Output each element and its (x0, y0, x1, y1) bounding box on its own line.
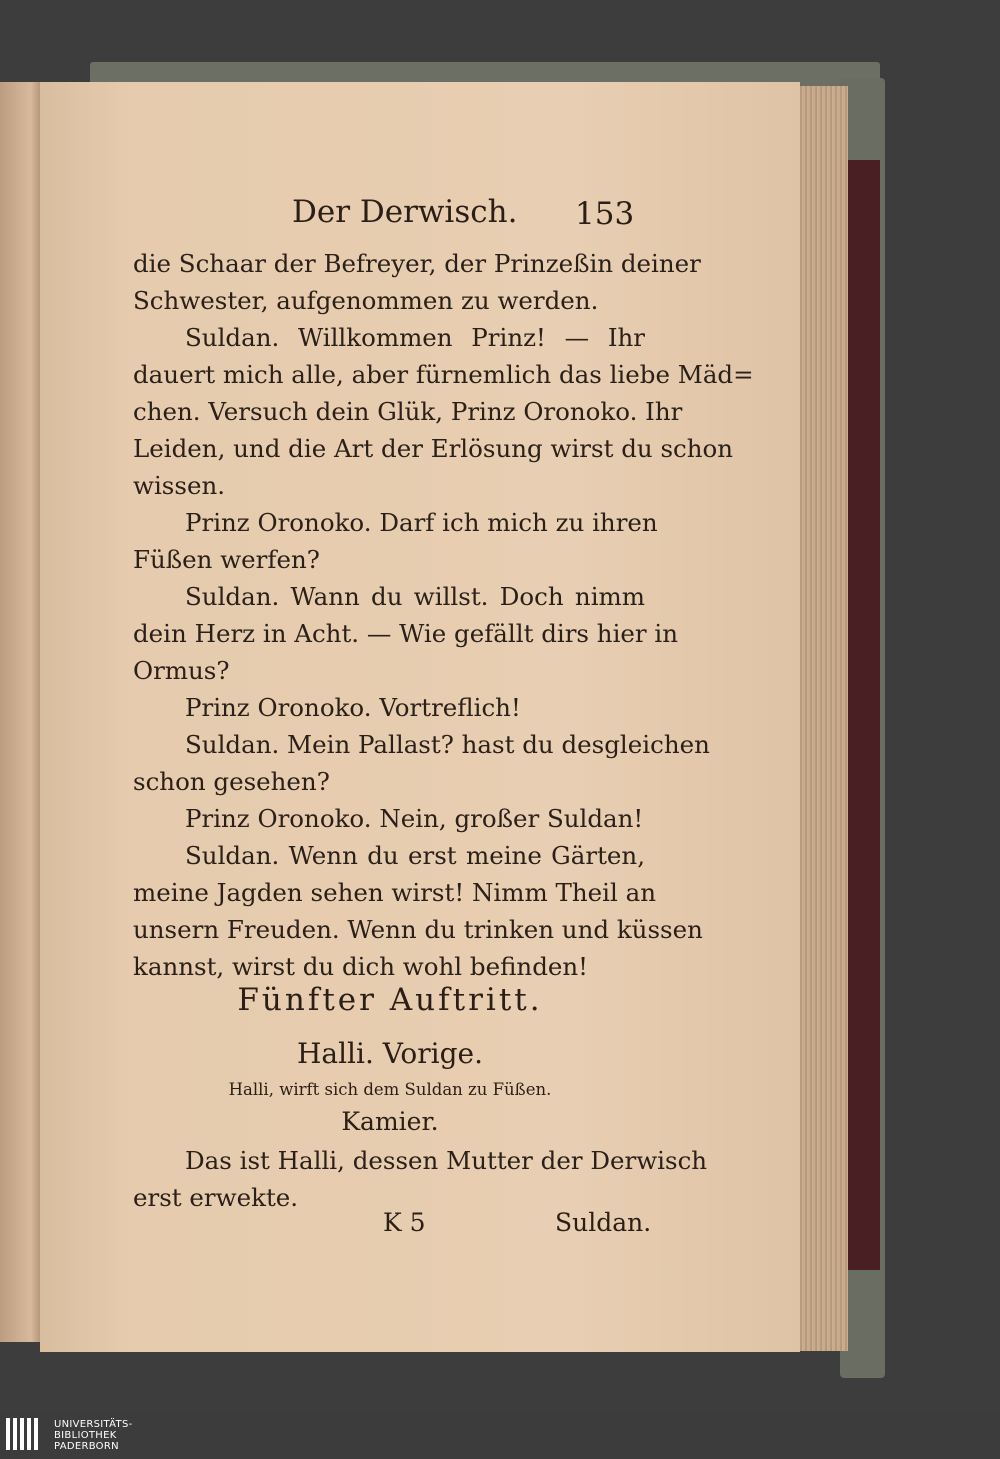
stage-direction: Halli, wirft sich dem Suldan zu Füßen. (228, 1080, 552, 1099)
text-line: schon gesehen? (133, 767, 330, 796)
text-line: Prinz Oronoko. Darf ich mich zu ihren (185, 508, 658, 537)
text-line: Prinz Oronoko. Vortreflich! (185, 693, 521, 722)
text-line: wissen. (133, 471, 226, 500)
text-line: Leiden, und die Art der Erlösung wirst du schon (133, 434, 734, 463)
library-logo-icon (6, 1418, 42, 1450)
scene-characters: Halli. Vorige. (296, 1037, 484, 1070)
text-line: dauert mich alle, aber fürnemlich das liebe Mäd= (133, 360, 754, 389)
body-text (133, 245, 754, 985)
signature-mark: K 5 (383, 1208, 426, 1237)
left-page-strip (0, 82, 44, 1342)
text-line: erst erwekte. (133, 1183, 299, 1212)
text-line: Füßen werfen? (133, 545, 320, 574)
book-cover-side (845, 160, 880, 1270)
scene-heading: Fünfter Auftritt. (237, 982, 543, 1018)
text-line: chen. Versuch dein Glük, Prinz Oronoko. Ihr (133, 397, 683, 426)
logo-line: BIBLIOTHEK (54, 1430, 117, 1441)
page-number: 153 (575, 196, 635, 232)
text-line: Suldan. Mein Pallast? hast du desgleichen (185, 730, 710, 759)
text-line: unsern Freuden. Wenn du trinken und küssen (133, 915, 703, 944)
running-header: Der Derwisch. (292, 194, 518, 230)
text-line: dein Herz in Acht. — Wie gefällt dirs hier in (133, 619, 679, 648)
text-line: Suldan. Wann du willst. Doch nimm (185, 582, 645, 611)
text-line: Schwester, aufgenommen zu werden. (133, 286, 599, 315)
text-line: Suldan. Wenn du erst meine Gärten, (185, 841, 645, 870)
text-line: die Schaar der Befreyer, der Prinzeßin deiner (133, 249, 701, 278)
logo-line: UNIVERSITÄTS- (54, 1419, 133, 1430)
closing-text (133, 1142, 708, 1216)
catchword: Suldan. (555, 1208, 652, 1237)
text-line: Ormus? (133, 656, 230, 685)
text-line: Prinz Oronoko. Nein, großer Suldan! (185, 804, 644, 833)
text-line: kannst, wirst du dich wohl befinden! (133, 952, 589, 981)
library-logo-text (54, 1419, 133, 1452)
speaker-name: Kamier. (341, 1107, 439, 1136)
text-line: Das ist Halli, dessen Mutter der Derwisch (185, 1146, 708, 1175)
text-line: meine Jagden sehen wirst! Nimm Theil an (133, 878, 656, 907)
logo-line: PADERBORN (54, 1441, 119, 1452)
text-line: Suldan. Willkommen Prinz! — Ihr (185, 323, 645, 352)
footer-bar (0, 1410, 1000, 1459)
